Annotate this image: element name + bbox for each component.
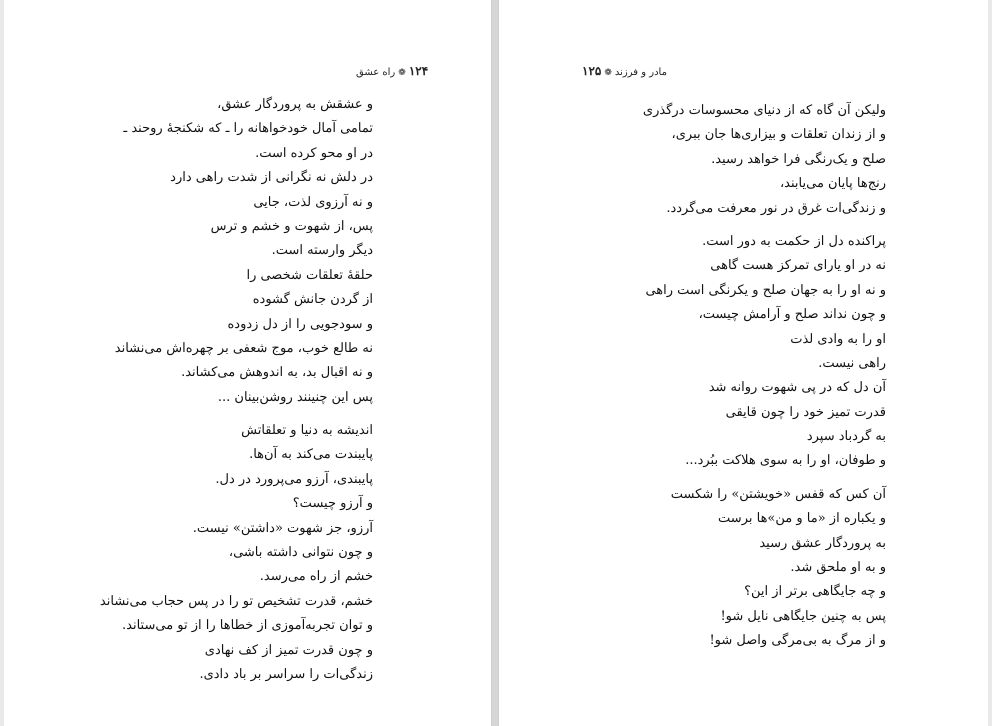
verse-line: و طوفان، او را به سوی هلاکت ببُرد... — [685, 453, 886, 469]
verse-line: پس به چنین جایگاهی نایل شو! — [720, 608, 886, 624]
flower-ornament-icon: ❁ — [398, 68, 406, 78]
verse-line: خشم، قدرت تشخیص تو را در پس حجاب می‌نشاند — [99, 593, 373, 609]
stanza-break — [643, 221, 886, 230]
verse-line: و آرزو چیست؟ — [292, 496, 373, 512]
verse-line: رنج‌ها پایان می‌یابند، — [779, 176, 886, 192]
verse-line: و به او ملحق شد. — [790, 560, 886, 576]
left-page-header — [356, 64, 428, 78]
verse-line: و یکباره از «ما و من»ها برست — [718, 511, 886, 527]
verse-line: پس این چنینند روشن‌بینان ... — [217, 389, 373, 405]
verse-line: آن دل که در پی شهوت روانه شد — [708, 380, 886, 396]
verse-line: به پروردگار عشق رسید — [759, 535, 886, 551]
verse-line: و از زندان تعلقات و بیزاری‌ها جان ببری، — [671, 127, 886, 143]
page-number: ۱۲۴ — [408, 64, 429, 78]
verse-line: حلقۀ تعلقات شخصی را — [246, 267, 373, 283]
verse-line: پایبندت می‌کند به آن‌ها. — [249, 447, 373, 463]
right-page-text — [643, 99, 886, 654]
verse-line: و سودجویی را از دل زدوده — [227, 316, 373, 332]
verse-line: و چه جایگاهی برتر از این؟ — [744, 584, 886, 600]
page-number: ۱۲۵ — [582, 64, 602, 78]
running-title: راه عشق — [356, 67, 396, 78]
verse-line: دیگر وارسته است. — [271, 243, 373, 259]
verse-line: و نه اقبال بد، به اندوهش می‌کشاند. — [181, 365, 373, 381]
left-page-text — [100, 93, 373, 687]
verse-line: و چون نداند صلح و آرامش چیست، — [698, 307, 886, 323]
verse-line: آن کس که قفس «خویشتن» را شکست — [670, 486, 886, 502]
verse-line: و توان تجربه‌آموزی از خطاها را از تو می‌ستاند. — [122, 618, 373, 634]
verse-line: پس، از شهوت و خشم و ترس — [210, 218, 373, 234]
stanza-break — [643, 474, 886, 483]
right-page-header — [582, 64, 667, 78]
verse-line: نه در او یارای تمرکز هست گاهی — [710, 258, 886, 274]
verse-line: آرزو، جز شهوت «داشتن» نیست. — [192, 520, 373, 536]
verse-line: ولیکن آن گاه که از دنیای محسوسات درگذری — [642, 103, 886, 118]
verse-line: نه طالع خوب، موج شعفی بر چهره‌اش می‌نشاند — [114, 340, 373, 356]
verse-line: و چون نتوانی داشته باشی، — [228, 545, 373, 561]
flower-ornament-icon: ❁ — [604, 68, 612, 78]
left-page — [4, 0, 492, 726]
verse-line: و نه او را به جهان صلح و یکرنگی است راهی — [645, 282, 886, 298]
verse-line: به گردباد سپرد — [806, 429, 886, 445]
verse-line: و از مرگ به بی‌مرگی واصل شو! — [709, 633, 886, 649]
verse-line: و عشقش به پروردگار عشق، — [217, 97, 373, 112]
verse-line: در دلش نه نگرانی از شدت راهی دارد — [170, 170, 373, 186]
verse-line: و چون قدرت تمیز از کف نهادی — [204, 642, 373, 658]
verse-line: پراکنده دل از حکمت به دور است. — [702, 233, 886, 249]
verse-line: اندیشه به دنیا و تعلقاتش — [241, 423, 373, 439]
verse-line: پایبندی، آرزو می‌پرورد در دل. — [215, 471, 373, 487]
stanza-break — [100, 410, 373, 419]
verse-line: قدرت تمیز خود را چون قایقی — [725, 404, 886, 420]
verse-line: خشم از راه می‌رسد. — [259, 569, 373, 585]
verse-line: در او محو کرده است. — [255, 145, 373, 161]
right-page — [498, 0, 988, 726]
verse-line: و زندگی‌ات غرق در نور معرفت می‌گردد. — [666, 200, 886, 216]
verse-line: تمامی آمال خودخواهانه را ـ که شکنجۀ روحند ـ — [123, 121, 373, 137]
verse-line: راهی نیست. — [818, 355, 886, 371]
verse-line: و نه آرزوی لذت، جایی — [253, 194, 373, 210]
verse-line: زندگی‌ات را سراسر بر باد دادی. — [199, 666, 373, 682]
running-title: مادر و فرزند — [614, 67, 667, 78]
verse-line: از گردن جانش گشوده — [252, 292, 373, 308]
verse-line: او را به وادی لذت — [790, 331, 886, 347]
verse-line: صلح و یک‌رنگی فرا خواهد رسید. — [711, 151, 886, 167]
